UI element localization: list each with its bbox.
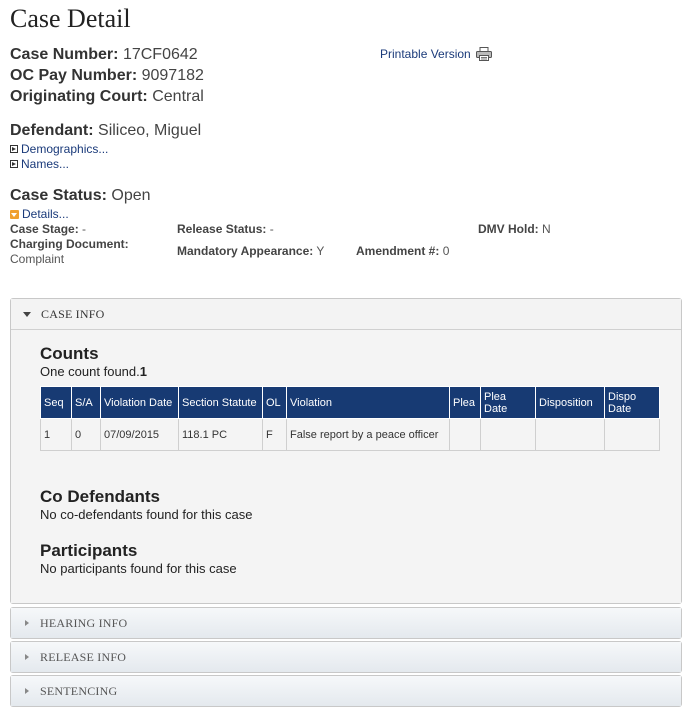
mandatory-value: Y <box>316 244 325 258</box>
printable-version-label: Printable Version <box>380 47 471 61</box>
release-info-title: RELEASE INFO <box>40 649 127 664</box>
cell-dispo-date <box>605 419 660 451</box>
cell-section-statute: 118.1 PC <box>179 419 263 451</box>
col-seq: Seq <box>41 387 72 419</box>
cell-seq: 1 <box>41 419 72 451</box>
details-label: Details... <box>22 207 69 221</box>
dmv-hold-label: DMV Hold: <box>478 222 539 236</box>
release-status-value: - <box>269 222 274 236</box>
printable-version-link[interactable] <box>380 47 492 61</box>
case-stage-value: - <box>82 222 87 236</box>
names-link[interactable] <box>10 157 69 171</box>
chevron-down-icon <box>23 312 31 317</box>
defendant-row <box>10 122 201 140</box>
case-status-value: Open <box>111 187 151 204</box>
cell-disposition <box>536 419 605 451</box>
table-row <box>41 419 660 451</box>
chevron-right-icon <box>25 688 29 694</box>
col-plea-date: Plea Date <box>481 387 536 419</box>
charging-doc-value: Complaint <box>10 252 65 266</box>
sentencing-panel <box>10 675 682 707</box>
case-number-row <box>10 46 198 64</box>
chevron-right-icon <box>25 654 29 660</box>
participants-text: No participants found for this case <box>40 561 237 576</box>
chevron-right-icon <box>25 620 29 626</box>
participants-title: Participants <box>40 541 138 560</box>
col-violation: Violation <box>287 387 450 419</box>
collapse-box-icon <box>10 210 19 219</box>
court-row <box>10 88 204 106</box>
case-status-label: Case Status: <box>10 187 107 204</box>
mandatory-field <box>177 244 324 258</box>
counts-title: Counts <box>40 344 99 363</box>
charging-doc-label: Charging Document: <box>10 237 129 251</box>
counts-table <box>40 386 660 451</box>
amendment-label: Amendment #: <box>356 244 440 258</box>
expand-box-icon <box>10 145 18 153</box>
oc-pay-value: 9097182 <box>141 67 204 84</box>
sentencing-title: SENTENCING <box>40 683 118 698</box>
col-plea: Plea <box>450 387 481 419</box>
col-violation-date: Violation Date <box>101 387 179 419</box>
dmv-hold-value: N <box>542 222 551 236</box>
demographics-label: Demographics... <box>21 142 109 156</box>
case-stage-label: Case Stage: <box>10 222 79 236</box>
case-info-title: CASE INFO <box>41 306 105 321</box>
counts-found <box>40 364 147 379</box>
case-stage-field <box>10 222 86 236</box>
col-sa: S/A <box>72 387 101 419</box>
case-info-body <box>11 330 681 603</box>
oc-pay-label: OC Pay Number: <box>10 67 138 84</box>
amendment-value: 0 <box>442 244 450 258</box>
col-dispo-date: Dispo Date <box>605 387 660 419</box>
case-info-panel <box>10 298 682 604</box>
cell-violation-date: 07/09/2015 <box>101 419 179 451</box>
court-value: Central <box>152 88 204 105</box>
case-info-header[interactable] <box>11 299 681 330</box>
release-info-header[interactable] <box>11 642 681 672</box>
codefendants-title: Co Defendants <box>40 487 160 506</box>
amendment-field <box>356 244 449 258</box>
hearing-info-header[interactable] <box>11 608 681 638</box>
col-disposition: Disposition <box>536 387 605 419</box>
cell-plea-date <box>481 419 536 451</box>
dmv-hold-field <box>478 222 551 236</box>
demographics-link[interactable] <box>10 142 108 156</box>
hearing-info-panel <box>10 607 682 639</box>
cell-ol: F <box>263 419 287 451</box>
case-number-label: Case Number: <box>10 46 119 63</box>
case-number-value: 17CF0642 <box>122 46 198 63</box>
hearing-info-title: HEARING INFO <box>40 615 128 630</box>
release-status-label: Release Status: <box>177 222 267 236</box>
oc-pay-row <box>10 67 204 85</box>
col-section-statute: Section Statute <box>179 387 263 419</box>
printer-icon <box>476 47 492 61</box>
cell-plea <box>450 419 481 451</box>
details-link[interactable] <box>10 207 69 221</box>
release-status-field <box>177 222 274 236</box>
codefendants-text: No co-defendants found for this case <box>40 507 253 522</box>
mandatory-label: Mandatory Appearance: <box>177 244 314 258</box>
defendant-name: Siliceo, Miguel <box>98 122 202 139</box>
court-label: Originating Court: <box>10 88 148 105</box>
cell-sa: 0 <box>72 419 101 451</box>
charging-doc-field <box>10 237 129 251</box>
counts-found-num: 1 <box>139 364 147 379</box>
sentencing-header[interactable] <box>11 676 681 706</box>
counts-header-row <box>41 387 660 419</box>
expand-box-icon <box>10 160 18 168</box>
counts-found-text: One count found. <box>40 364 140 379</box>
names-label: Names... <box>21 157 70 171</box>
case-status-row <box>10 187 151 205</box>
cell-violation: False report by a peace officer <box>287 419 450 451</box>
defendant-label: Defendant: <box>10 122 94 139</box>
col-ol: OL <box>263 387 287 419</box>
page-title: Case Detail <box>10 4 131 33</box>
release-info-panel <box>10 641 682 673</box>
